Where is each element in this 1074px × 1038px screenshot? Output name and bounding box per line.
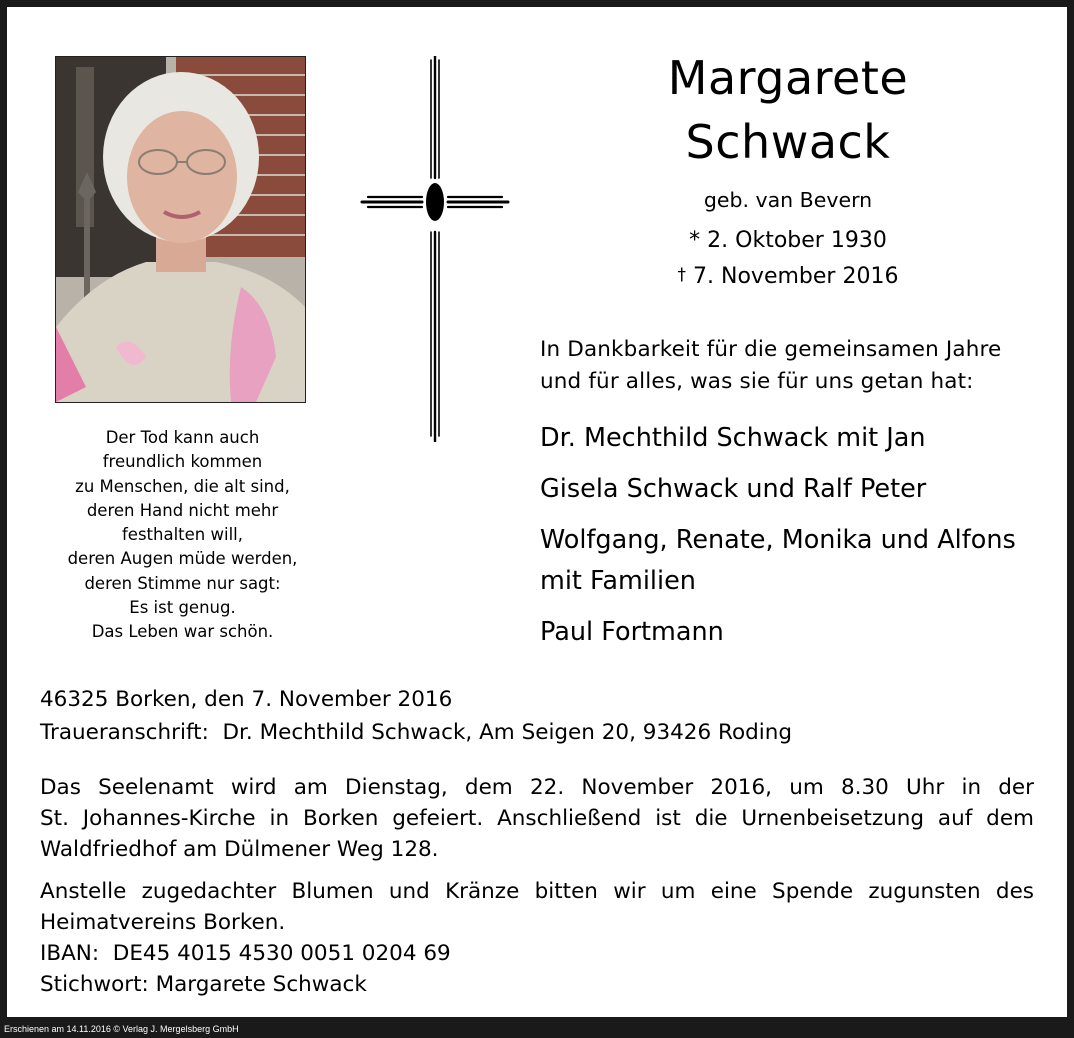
place-date: 46325 Borken, den 7. November 2016 [40, 687, 453, 712]
place-address-block [40, 683, 792, 749]
poem-line: Das Leben war schön. [91, 622, 274, 642]
mourner-line: Wolfgang, Renate, Monika und Alfons [540, 525, 1016, 555]
thanks-line: In Dankbarkeit für die gemeinsamen Jahre [540, 337, 1002, 362]
poem-line: festhalten will, [122, 525, 243, 545]
mourner: Dr. Mechthild Schwack mit Jan [540, 423, 926, 453]
address-value: Dr. Mechthild Schwack, Am Seigen 20, 93426 Roding [222, 720, 793, 745]
mourner-line: mit Familien [540, 566, 696, 596]
last-name: Schwack [685, 115, 891, 169]
address-label: Traueranschrift: [40, 720, 209, 745]
poem-line: deren Stimme nur sagt: [84, 573, 281, 593]
poem-line: deren Augen müde werden, [67, 549, 298, 569]
service-line: St. Johannes-Kirche in Borken gefeiert. Anschließend ist die Urnenbeisetzung auf dem [40, 806, 1034, 831]
death-symbol: † [677, 265, 687, 285]
mourner [540, 520, 1016, 602]
mourner: Paul Fortmann [540, 617, 724, 647]
service-line: Das Seelenamt wird am Dienstag, dem 22. November 2016, um 8.30 Uhr in der [40, 775, 1034, 800]
maiden-name: geb. van Bevern [703, 188, 873, 212]
first-name: Margarete [667, 51, 909, 105]
service-line: Waldfriedhof am Dülmener Weg 128. [40, 837, 439, 862]
iban-value: DE45 4015 4530 0051 0204 69 [112, 941, 451, 966]
deceased-block [560, 46, 1016, 294]
donation-line: Anstelle zugedachter Blumen und Kränze bitten wir um eine Spende zugunsten des [40, 879, 1034, 904]
portrait-image [56, 57, 305, 402]
death-date-line [560, 258, 1016, 294]
poem-line: Der Tod kann auch [105, 428, 260, 447]
iban-label: IBAN: [40, 941, 100, 966]
poem-line: deren Hand nicht mehr [86, 500, 279, 520]
poem [40, 426, 325, 645]
poem-line: Es ist genug. [129, 598, 236, 618]
thanks-line: und für alles, was sie für uns getan hat: [540, 369, 974, 394]
poem-line: zu Menschen, die alt sind, [75, 476, 290, 496]
birth-symbol: * [689, 228, 701, 253]
keyword-line: Stichwort: Margarete Schwack [40, 972, 367, 997]
poem-line: freundlich kommen [102, 452, 263, 472]
portrait-photo [55, 56, 306, 403]
mourner: Gisela Schwack und Ralf Peter [540, 474, 927, 504]
publisher-footer: Erschienen am 14.11.2016 © Verlag J. Mergelsberg GmbH [0, 1021, 1074, 1038]
death-date: 7. November 2016 [693, 264, 899, 289]
cross-icon [360, 56, 510, 442]
iban-line [40, 938, 1034, 969]
donation-paragraph [40, 876, 1034, 1000]
service-paragraph [40, 772, 1034, 865]
mourning-address [40, 716, 792, 749]
birth-date-line [560, 224, 1016, 258]
thanks-text [540, 334, 1001, 398]
donation-line: Heimatvereins Borken. [40, 910, 286, 935]
life-dates [560, 224, 1016, 294]
mourners-list [540, 418, 1016, 663]
birth-date: 2. Oktober 1930 [707, 228, 887, 253]
